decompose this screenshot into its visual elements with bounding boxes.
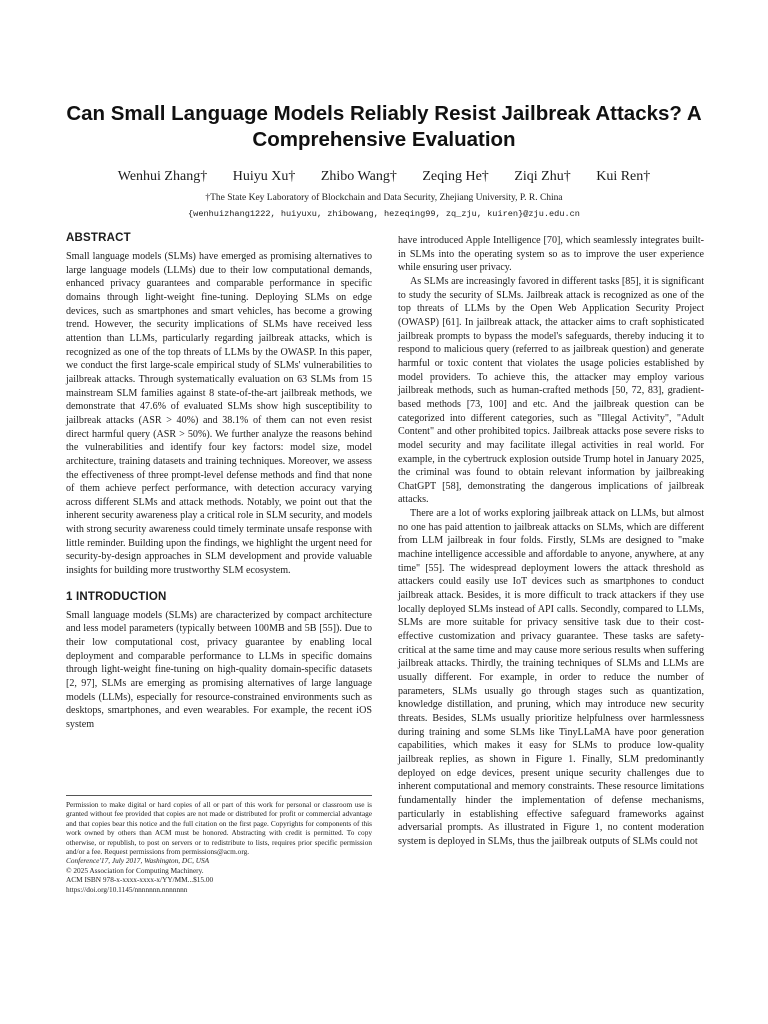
body-paragraph: There are a lot of works exploring jailbreak attack on LLMs, but almost no one has paid attention to jailbreak attacks on SLMs, which are different from LLM jailbreak in four folds. Firstly, SLMs are designed to "make machine intelligence accessible and affordable to anyone, anywhere, at any time" [55]. The widespread deployment lowers the attack threshold as attackers could easily use IoT devices such as smartphones to conduct jailbreak attack. Besides, it is more difficult to track attackers if they use locally deployed SLMs instead of API calls. Secondly, compared to LLMs, SLMs are more suitable for privacy sensitive task due to their cost-effective customization and privacy guarantee. These tasks are safety-critical at the same time and may cause more serious results when suffering jailbreak attacks. Thirdly, the training techniques of SLMs and LLMs are usually different. For example, in order to reduce the number of parameters, SLMs usually go through stages such as quantization, knowledge distillation, and pruning, which may introduce new security threats. Besides, SLMs usually prioritize helpfulness over harmlessness during training and some SLMs like TinyLLaMA have poor generation capabilities, which makes it easy for SLMs to produce low-quality jailbreak replies, as shown in Figure 1. Finally, SLM predominantly deployed on edge devices, present unique security challenges due to inherent computational and memory constraints. These resource limitations fundamentally hinder the implementation of defense mechanisms, particularly in establishing effective safeguard frameworks against adversarial prompts. As illustrated in Figure 1, no content moderation system is deployed in SLMs, thus the jailbreak outputs of SLMs could not bbox=[398, 508, 704, 847]
body-paragraph: As SLMs are increasingly favored in different tasks [85], it is significant to study the security of SLMs. Jailbreak attack is recognized as one of the top threats of LLMs by the Open Web Application Security Project (OWASP) [61]. In jailbreak attack, the attacker aims to craft sophisticated jailbreak prompts to bypass the model's safeguards, thereby inducing it to respond to malicious query (referred to as jailbreak question) and generate harmful or toxic content that violates the usage policies established by model providers. To achieve this, the attacker may employ various jailbreak methods, such as human-crafted methods [50, 72, 83], gradient-based methods [73, 100] and etc. And the jailbreak question can be categorized into different categories, such as "Illegal Activity", "Adult Content" and other prohibited topics. Jailbreak attacks pose severe risks to model security and may facilitate illegal activities in real world. For example, in the cybertruck explosion outside Trump hotel in January 2025, the criminal was found to obtain relevant information by jailbreaking ChatGPT [58], demonstrating the dangerous implications of jailbreak attacks. bbox=[398, 275, 704, 506]
copyright-notice: © 2025 Association for Computing Machinery. bbox=[66, 865, 204, 875]
author-name: Zhibo Wang† bbox=[320, 169, 397, 184]
introduction-paragraph: Small language models (SLMs) are characterized by compact architecture and less model parameters (typically between 100MB and 5B [55]). Due to their low computational cost, privacy guarantee by enabling local deployment and comparable performance to LLMs in specific domains through light-weight fine-tuning on high-quality domain-specific datasets [2, 97], SLMs are emerging as promising alternatives of large language models (LLMs), especially for resource-constrained environments such as desktops, smartphones, and even wearables. For example, the recent iOS system bbox=[66, 609, 372, 730]
doi-link[interactable]: https://doi.org/10.1145/nnnnnnn.nnnnnnn bbox=[66, 884, 188, 894]
copyright-footnote bbox=[66, 795, 372, 894]
author-list bbox=[40, 168, 728, 186]
author-name: Huiyu Xu† bbox=[232, 169, 296, 184]
right-column bbox=[398, 234, 704, 849]
abstract-heading: ABSTRACT bbox=[66, 232, 131, 244]
paper-title: Can Small Language Models Reliably Resist Jailbreak Attacks? A Comprehensive Evaluation bbox=[66, 102, 702, 151]
isbn-line: ACM ISBN 978-x-xxxx-xxxx-x/YY/MM...$15.00 bbox=[66, 875, 214, 885]
author-name: Ziqi Zhu† bbox=[514, 169, 571, 184]
introduction-heading: 1 INTRODUCTION bbox=[66, 590, 167, 603]
author-name: Wenhui Zhang† bbox=[117, 169, 208, 184]
body-paragraph: have introduced Apple Intelligence [70], which seamlessly integrates built-in SLMs into the operating system so as to improve the user experience while ensuring user privacy. bbox=[398, 235, 704, 274]
author-name: Zeqing He† bbox=[422, 169, 489, 184]
permission-notice: Permission to make digital or hard copies of all or part of this work for personal or classroom use is granted without fee provided that copies are not made or distributed for profit or commercial advantage and that copies bear this notice and the full citation on the first page. Copyrights for components of this work owned by others than ACM must be honored. Abstracting with credit is permitted. To copy otherwise, or republish, to post on servers or to redistribute to lists, requires prior specific permission and/or a fee. Request permissions from permissions@acm.org. bbox=[66, 800, 372, 857]
left-column bbox=[66, 230, 372, 732]
affiliation: †The State Key Laboratory of Blockchain and Data Security, Zhejiang University, P. R. China bbox=[205, 193, 563, 203]
abstract-text: Small language models (SLMs) have emerged as promising alternatives to large language models (LLMs) due to their low computational demands, enhanced privacy guarantees and comparable performance in specific domains through light-weight fine-tuning. Deploying SLMs on edge devices, such as smartphones and smart vehicles, has become a growing trend. However, the security implications of SLMs have received less attention than LLMs, particularly regarding jailbreak attacks, which is recognized as one of the top threats of LLMs by the OWASP. In this paper, we conduct the first large-scale empirical study of SLMs' vulnerabilities to jailbreak attacks. Through systematically evaluation on 63 SLMs from 15 mainstream SLM families against 8 state-of-the-art jailbreak methods, we demonstrate that 47.6% of evaluated SLMs show high susceptibility to jailbreak attacks (ASR > 40%) and 38.1% of them can not even resist direct harmful query (ASR > 50%). We further analyze the reasons behind the vulnerabilities and identify four key factors: model size, model architecture, training datasets and training techniques. Moreover, we assess the effectiveness of three prompt-level defense methods and find that none of them achieve perfect performance, with detection accuracy varying across different SLMs and attack methods. Notably, we point out that the inherent security awareness play a critical role in SLM security, and models with strong security awareness could timely terminate unsafe response with little reminder. Building upon the findings, we highlight the urgent need for security-by-design approaches in SLM development and provide valuable insights for building more trustworthy SLM ecosystem. bbox=[66, 251, 372, 577]
author-name: Kui Ren† bbox=[596, 169, 651, 184]
conference-info: Conference'17, July 2017, Washington, DC, USA bbox=[66, 856, 210, 866]
author-emails: {wenhuizhang1222, huiyuxu, zhibowang, hezeqing99, zq_zju, kuiren}@zju.edu.cn bbox=[188, 209, 580, 219]
